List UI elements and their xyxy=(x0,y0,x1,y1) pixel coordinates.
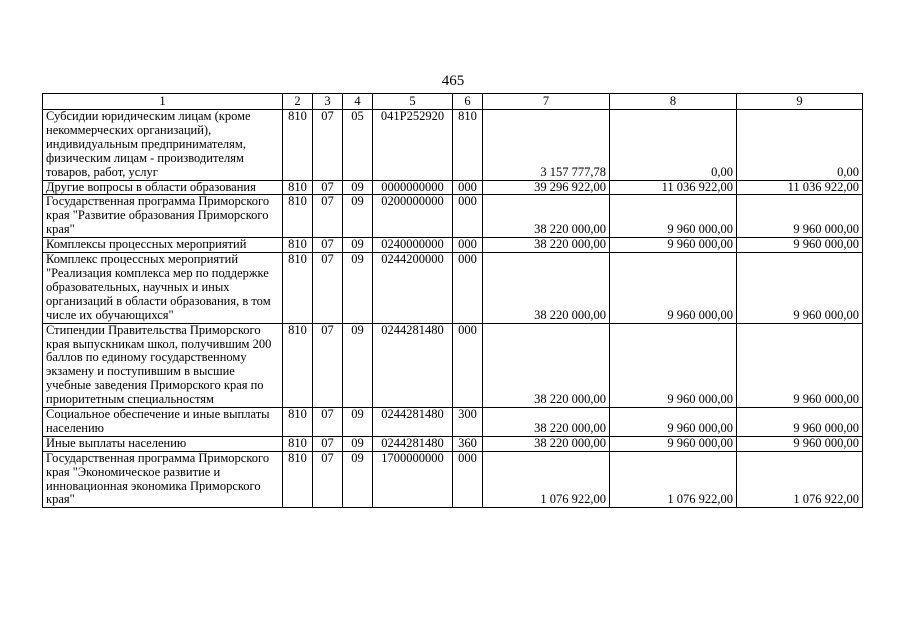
cell-code: 07 xyxy=(313,436,343,451)
cell-amount: 38 220 000,00 xyxy=(483,436,610,451)
cell-code: 0244281480 xyxy=(373,323,453,407)
table-row xyxy=(43,238,863,253)
cell-amount: 9 960 000,00 xyxy=(610,436,737,451)
cell-amount: 1 076 922,00 xyxy=(737,451,863,508)
cell-code: 810 xyxy=(283,436,313,451)
table-row xyxy=(43,180,863,195)
cell-code: 810 xyxy=(283,180,313,195)
column-header: 4 xyxy=(343,94,373,110)
cell-amount: 38 220 000,00 xyxy=(483,408,610,437)
row-name: Субсидии юридическим лицам (кроме некоммерческих организаций), индивидуальным предпринимателям, физическим лицам - производителям товаров, работ, услуг xyxy=(43,110,283,181)
column-header: 1 xyxy=(43,94,283,110)
column-header: 6 xyxy=(453,94,483,110)
cell-code: 360 xyxy=(453,436,483,451)
cell-code: 810 xyxy=(283,451,313,508)
cell-amount: 38 220 000,00 xyxy=(483,195,610,238)
column-header: 2 xyxy=(283,94,313,110)
budget-table xyxy=(42,93,863,508)
column-header: 5 xyxy=(373,94,453,110)
cell-amount: 11 036 922,00 xyxy=(610,180,737,195)
table-row xyxy=(43,408,863,437)
cell-code: 07 xyxy=(313,180,343,195)
cell-code: 07 xyxy=(313,451,343,508)
cell-code: 810 xyxy=(283,408,313,437)
row-name: Иные выплаты населению xyxy=(43,436,283,451)
cell-amount: 0,00 xyxy=(610,110,737,181)
cell-amount: 9 960 000,00 xyxy=(610,408,737,437)
row-name: Государственная программа Приморского края "Экономическое развитие и инновационная экономика Приморского края" xyxy=(43,451,283,508)
cell-amount: 1 076 922,00 xyxy=(483,451,610,508)
cell-amount: 9 960 000,00 xyxy=(737,323,863,407)
cell-amount: 9 960 000,00 xyxy=(610,323,737,407)
cell-code: 07 xyxy=(313,408,343,437)
header-row xyxy=(43,94,863,110)
cell-amount: 38 220 000,00 xyxy=(483,253,610,324)
cell-code: 09 xyxy=(343,436,373,451)
cell-amount: 38 220 000,00 xyxy=(483,238,610,253)
row-name: Другие вопросы в области образования xyxy=(43,180,283,195)
cell-code: 0200000000 xyxy=(373,195,453,238)
cell-code: 041P252920 xyxy=(373,110,453,181)
cell-code: 000 xyxy=(453,195,483,238)
row-name: Социальное обеспечение и иные выплаты населению xyxy=(43,408,283,437)
cell-code: 09 xyxy=(343,253,373,324)
cell-code: 810 xyxy=(283,323,313,407)
cell-amount: 9 960 000,00 xyxy=(737,408,863,437)
cell-code: 810 xyxy=(283,253,313,324)
column-header: 8 xyxy=(610,94,737,110)
cell-code: 0244281480 xyxy=(373,408,453,437)
cell-code: 09 xyxy=(343,180,373,195)
cell-code: 810 xyxy=(283,238,313,253)
cell-code: 000 xyxy=(453,180,483,195)
row-name: Комплексы процессных мероприятий xyxy=(43,238,283,253)
cell-amount: 39 296 922,00 xyxy=(483,180,610,195)
row-name: Стипендии Правительства Приморского края выпускникам школ, получившим 200 баллов по единому государственному экзамену и поступившим в высшие учебные заведения Приморского края по приоритетным специальностям xyxy=(43,323,283,407)
cell-amount: 11 036 922,00 xyxy=(737,180,863,195)
cell-code: 09 xyxy=(343,238,373,253)
column-header: 9 xyxy=(737,94,863,110)
cell-code: 000 xyxy=(453,253,483,324)
cell-code: 810 xyxy=(453,110,483,181)
cell-code: 09 xyxy=(343,451,373,508)
column-header: 7 xyxy=(483,94,610,110)
cell-code: 07 xyxy=(313,253,343,324)
cell-amount: 9 960 000,00 xyxy=(737,253,863,324)
cell-amount: 9 960 000,00 xyxy=(610,238,737,253)
cell-amount: 9 960 000,00 xyxy=(610,195,737,238)
row-name: Комплекс процессных мероприятий "Реализация комплекса мер по поддержке образовательных, научных и иных организаций в области образования, в том числе их обучающихся" xyxy=(43,253,283,324)
cell-code: 0240000000 xyxy=(373,238,453,253)
cell-amount: 9 960 000,00 xyxy=(737,238,863,253)
row-name: Государственная программа Приморского края "Развитие образования Приморского края" xyxy=(43,195,283,238)
cell-code: 810 xyxy=(283,110,313,181)
cell-code: 1700000000 xyxy=(373,451,453,508)
cell-code: 07 xyxy=(313,195,343,238)
table-row xyxy=(43,451,863,508)
cell-code: 0000000000 xyxy=(373,180,453,195)
table-row xyxy=(43,110,863,181)
cell-code: 05 xyxy=(343,110,373,181)
cell-amount: 0,00 xyxy=(737,110,863,181)
table-row xyxy=(43,195,863,238)
cell-code: 000 xyxy=(453,323,483,407)
cell-code: 07 xyxy=(313,110,343,181)
table-row xyxy=(43,436,863,451)
table-row xyxy=(43,253,863,324)
cell-code: 07 xyxy=(313,238,343,253)
cell-code: 0244200000 xyxy=(373,253,453,324)
table-row xyxy=(43,323,863,407)
column-header: 3 xyxy=(313,94,343,110)
cell-code: 09 xyxy=(343,323,373,407)
cell-amount: 1 076 922,00 xyxy=(610,451,737,508)
cell-amount: 9 960 000,00 xyxy=(737,436,863,451)
cell-amount: 9 960 000,00 xyxy=(610,253,737,324)
cell-code: 000 xyxy=(453,451,483,508)
cell-code: 300 xyxy=(453,408,483,437)
cell-amount: 3 157 777,78 xyxy=(483,110,610,181)
cell-code: 000 xyxy=(453,238,483,253)
cell-code: 09 xyxy=(343,195,373,238)
cell-code: 09 xyxy=(343,408,373,437)
cell-code: 0244281480 xyxy=(373,436,453,451)
page-number: 465 xyxy=(441,73,465,89)
cell-amount: 38 220 000,00 xyxy=(483,323,610,407)
cell-amount: 9 960 000,00 xyxy=(737,195,863,238)
cell-code: 07 xyxy=(313,323,343,407)
cell-code: 810 xyxy=(283,195,313,238)
